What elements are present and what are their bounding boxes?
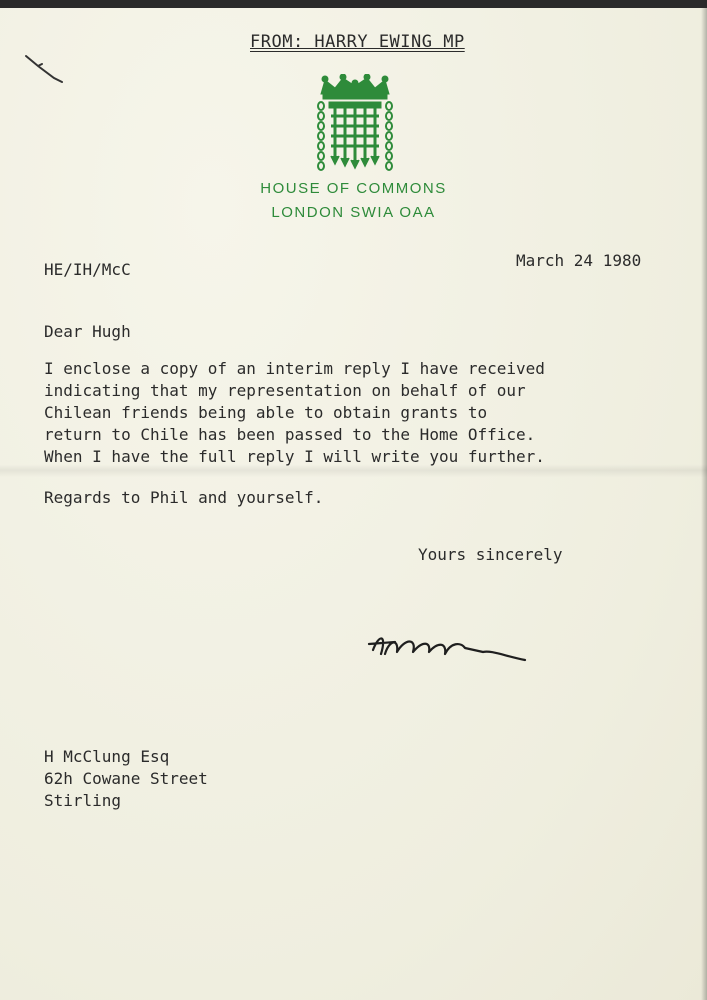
salutation: Dear Hugh — [44, 322, 131, 341]
body-line: I enclose a copy of an interim reply I have received — [44, 359, 545, 378]
letter-page — [0, 8, 707, 1000]
org-name: HOUSE OF COMMONS — [260, 180, 447, 197]
body-line: Chilean friends being able to obtain grants to — [44, 403, 488, 422]
handwritten-signature — [365, 620, 535, 670]
letter-body — [44, 358, 704, 468]
closing: Yours sincerely — [418, 545, 563, 564]
body-line: indicating that my representation on behalf of our — [44, 381, 526, 400]
body-line: When I have the full reply I will write you further. — [44, 447, 545, 466]
address-line: H McClung Esq — [44, 747, 170, 766]
recipient-address — [44, 746, 208, 812]
page-edge-shadow — [701, 8, 707, 1000]
reference: HE/IH/McC — [44, 260, 131, 279]
address-line: 62h Cowane Street — [44, 769, 208, 788]
pen-mark-icon — [24, 52, 68, 88]
body-line: return to Chile has been passed to the Home Office. — [44, 425, 536, 444]
letter-date: March 24 1980 — [516, 251, 642, 270]
portcullis-crest-icon — [315, 74, 395, 174]
regards-line: Regards to Phil and yourself. — [44, 488, 324, 507]
address-line: Stirling — [44, 791, 122, 810]
org-address: LONDON SWIA OAA — [271, 204, 436, 221]
from-line: FROM: HARRY EWING MP — [250, 32, 465, 52]
